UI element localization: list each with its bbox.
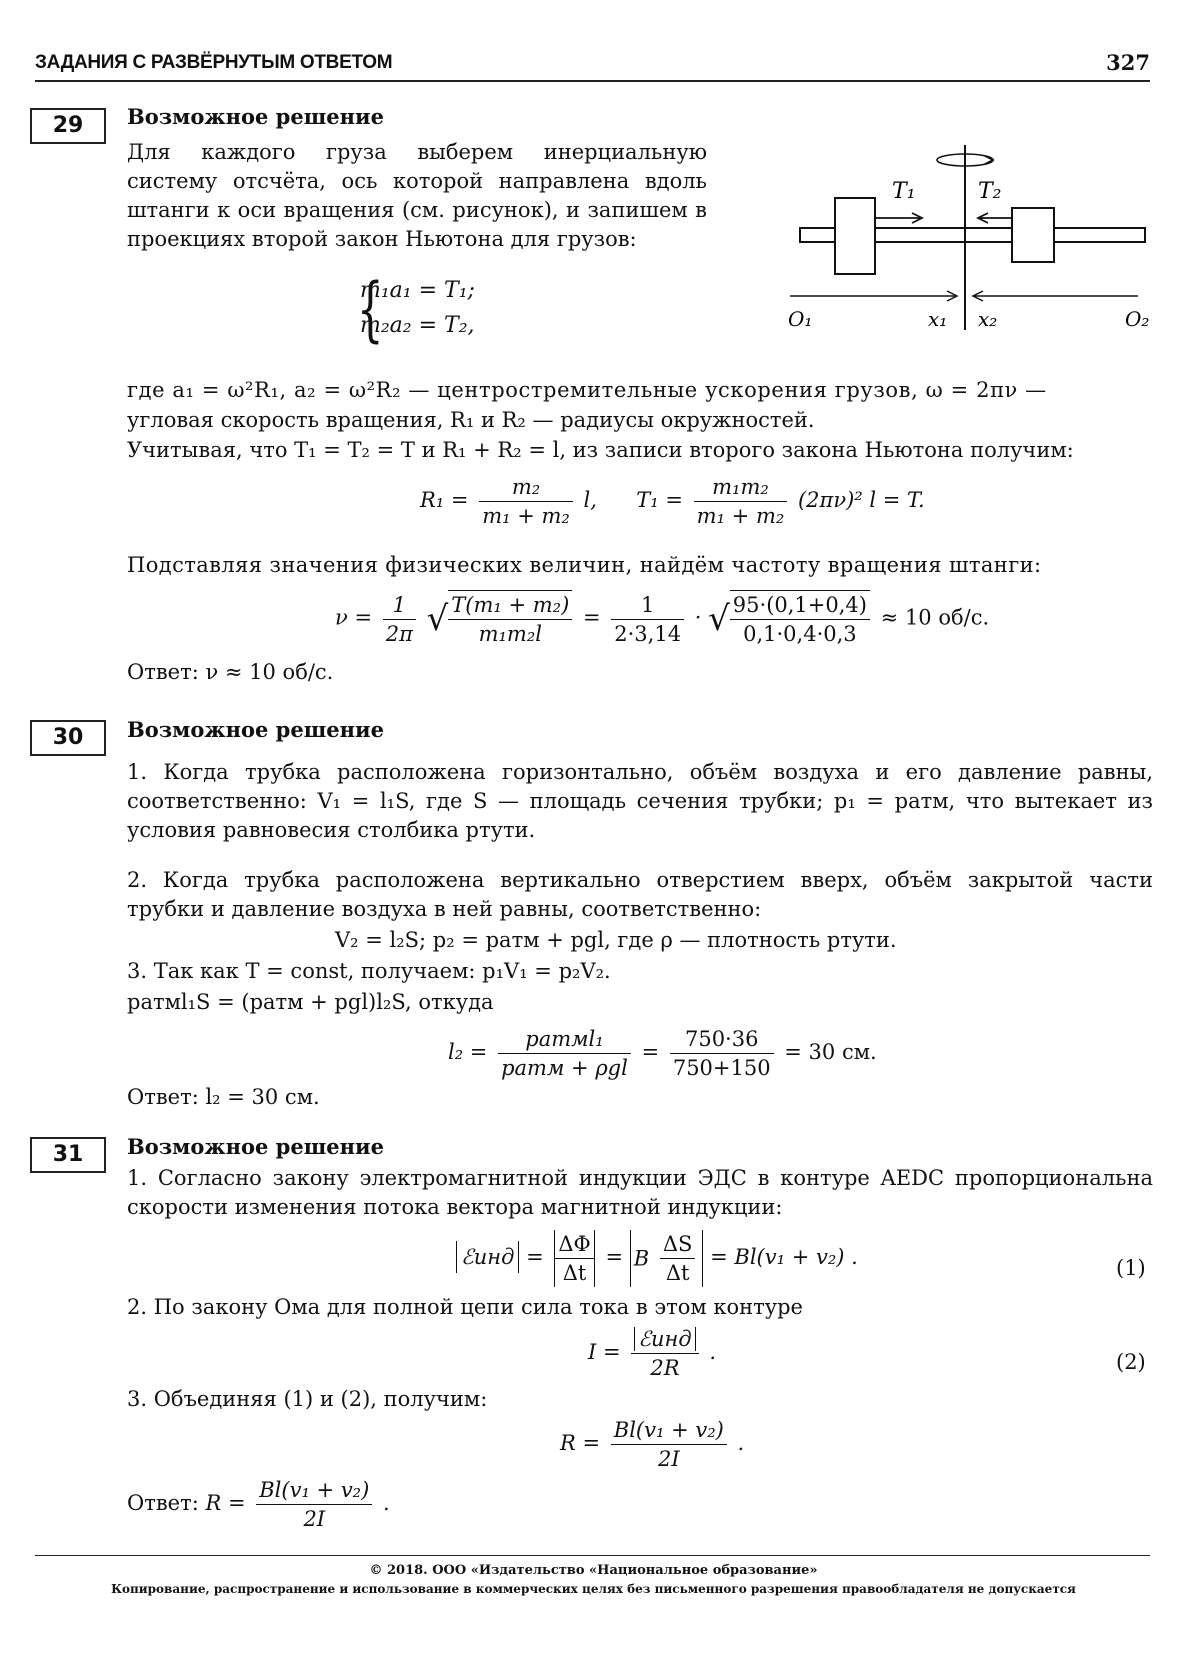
nu-frac-2: $\frac{1}{2\cdot 3,14}$ [611,591,684,648]
t1-num: m₁m₂ [694,473,788,502]
t1-tail: (2πν)² l = T. [797,488,925,512]
task-29-subst: Подставляя значения физических величин, найдём частоту вращения штанги: [127,553,1042,577]
emf-flux-frac: $\frac{\Delta\Phi}{\Delta t}$ [554,1230,594,1287]
footer-notice: Копирование, распространение и использование в коммерческих целях без письменного разрешения правообладателя не допускается [111,1582,1076,1596]
label-t2: T₂ [978,179,1002,204]
task-29-where-1: где a₁ = ω²R₁, a₂ = ω²R₂ — центростремительные ускорения грузов, ω = 2πν — [127,378,1047,402]
equation-number-2: (2) [1116,1350,1146,1374]
task-29-system [356,268,475,350]
r1-tail: l, [583,488,597,512]
task-30-heading: Возможное решение [127,717,384,742]
system-eq-2: m₂a₂ = T₂, [360,313,475,338]
rotation-arrowhead [985,156,993,164]
nu-result: ≈ 10 об/с. [880,605,990,630]
task-30-number: 30 [30,720,106,756]
current-num: ℰинд [631,1325,698,1354]
page-number: 327 [1106,50,1150,75]
equation-number-1: (1) [1116,1256,1146,1280]
l2-frac-1: $\frac{\text{pатмl₁}}{\text{pатм + ρgl}}$ [498,1025,631,1082]
load-1 [835,198,875,274]
label-x1: x₁ [928,307,948,331]
emf-abs: ℰинд [456,1241,519,1273]
task-31-emf-formula: ℰинд = $\frac{\Delta\Phi}{\Delta t}$ = B $\frac{\Delta S}{\Delta t}$ = Bl(v₁ + v₂) . [456,1230,858,1287]
r1-fraction [479,473,573,530]
load-2 [1012,208,1054,262]
footer-copyright: © 2018. ООО «Издательство «Национальное образование» [369,1563,818,1578]
task-31-resistance-formula: R = $\frac{\text{Bl(v₁ + v₂)}}{2I}$ . [560,1418,745,1471]
task-29-given: Учитывая, что T₁ = T₂ = T и R₁ + R₂ = l, из записи второго закона Ньютона получим: [127,438,1074,462]
task-29-r1-t1-formula [420,473,925,530]
emf-b-abs: B $\frac{\Delta S}{\Delta t}$ [630,1230,704,1287]
task-31-answer: Ответ: R = $\frac{\text{Bl(v₁ + v₂)}}{2I}$ . [127,1478,390,1531]
task-29-intro: Для каждого груза выберем инерциальную систему отсчёта, ось которой направлена вдоль штанги к оси вращения (см. рисунок), и запишем в проекциях второй закон Ньютона для грузов: [127,140,707,251]
label-o2: O₂ [1125,307,1150,331]
task-29-number: 29 [30,108,106,144]
task-29-heading: Возможное решение [127,104,384,129]
section-title: ЗАДАНИЯ С РАЗВЁРНУТЫМ ОТВЕТОМ [35,52,393,73]
task-31-item-2: 2. По закону Ома для полной цепи сила тока в этом контуре [127,1295,803,1319]
t1-den: m₁ + m₂ [696,504,785,528]
task-30-item-2: 2. Когда трубка расположена вертикально отверстием вверх, объём закрытой части трубки и давление воздуха в ней равны, соответственно: [127,868,1153,921]
nu-frac-1: $\frac{1}{2\pi}$ [383,591,416,648]
nu-sqrt-2: $\frac{95\cdot(0,1+0,4)}{0,1\cdot 0,4\cdot 0,3}$ [730,590,870,648]
system-eq-1: m₁a₁ = T₁; [360,278,475,303]
r1-den: m₁ + m₂ [482,504,570,528]
task-31-number: 31 [30,1137,106,1173]
rotating-rod-figure [780,140,1160,340]
task-31-item-1: 1. Согласно закону электромагнитной индукции ЭДС в контуре AEDC пропорциональна скорости изменения потока вектора магнитной индукции: [127,1166,1153,1219]
task-29-frequency-formula: ν = $\frac{1}{2\pi}$ √ $\frac{\text{T(m₁ + m₂)}}{\text{m₁m₂l}}$ = $\frac{1}{2\cdot 3,14}$ · √ $\frac{95\cdot(0,1+0,4)}{0,1\cdot 0,4\cdot 0,3}$ ≈ 10 об/с. [335,590,989,648]
page-header [35,50,1150,82]
task-29-where-2: угловая скорость вращения, R₁ и R₂ — радиусы окружностей. [127,408,815,432]
system-brace: { [356,268,384,350]
task-30-l2-formula: l₂ = $\frac{\text{pатмl₁}}{\text{pатм + ρgl}}$ = $\frac{750\cdot 36}{750+150}$ = 30 см. [448,1027,877,1080]
t1-fraction [694,473,788,530]
footer-divider [35,1555,1150,1556]
task-29-answer: Ответ: ν ≈ 10 об/с. [127,660,334,684]
task-31-item-3: 3. Объединяя (1) и (2), получим: [127,1387,488,1411]
l2-frac-2: $\frac{750\cdot 36}{750+150}$ [670,1025,774,1082]
label-t1: T₁ [892,179,916,204]
task-30-item-3-eq: pатмl₁S = (pатм + pgl)l₂S, откуда [127,990,494,1014]
r1-num: m₂ [479,473,573,502]
task-30-item-1: 1. Когда трубка расположена горизонтально, объём воздуха и его давление равны, соответственно: V₁ = l₁S, где S — площадь сечения трубки; p₁ = pатм, что вытекает из условия равновесия столбика ртути. [127,760,1153,842]
task-30-answer: Ответ: l₂ = 30 см. [127,1085,320,1109]
label-o1: O₁ [788,307,813,331]
task-30-item-3: 3. Так как T = const, получаем: p₁V₁ = p₂V₂. [127,959,611,983]
t1-lhs: T₁ = [636,488,683,512]
task-31-heading: Возможное решение [127,1134,384,1159]
task-31-current-formula: I = $\frac{\text{ℰинд}}{2R}$ . [588,1327,717,1380]
task-30-item-2-eq: V₂ = l₂S; p₂ = pатм + pgl, где ρ — плотность ртути. [335,928,897,952]
label-x2: x₂ [978,307,998,331]
nu-lhs: ν = [335,605,373,630]
r1-lhs: R₁ = [420,488,469,512]
nu-sqrt-1: $\frac{\text{T(m₁ + m₂)}}{\text{m₁m₂l}}$ [448,590,572,648]
